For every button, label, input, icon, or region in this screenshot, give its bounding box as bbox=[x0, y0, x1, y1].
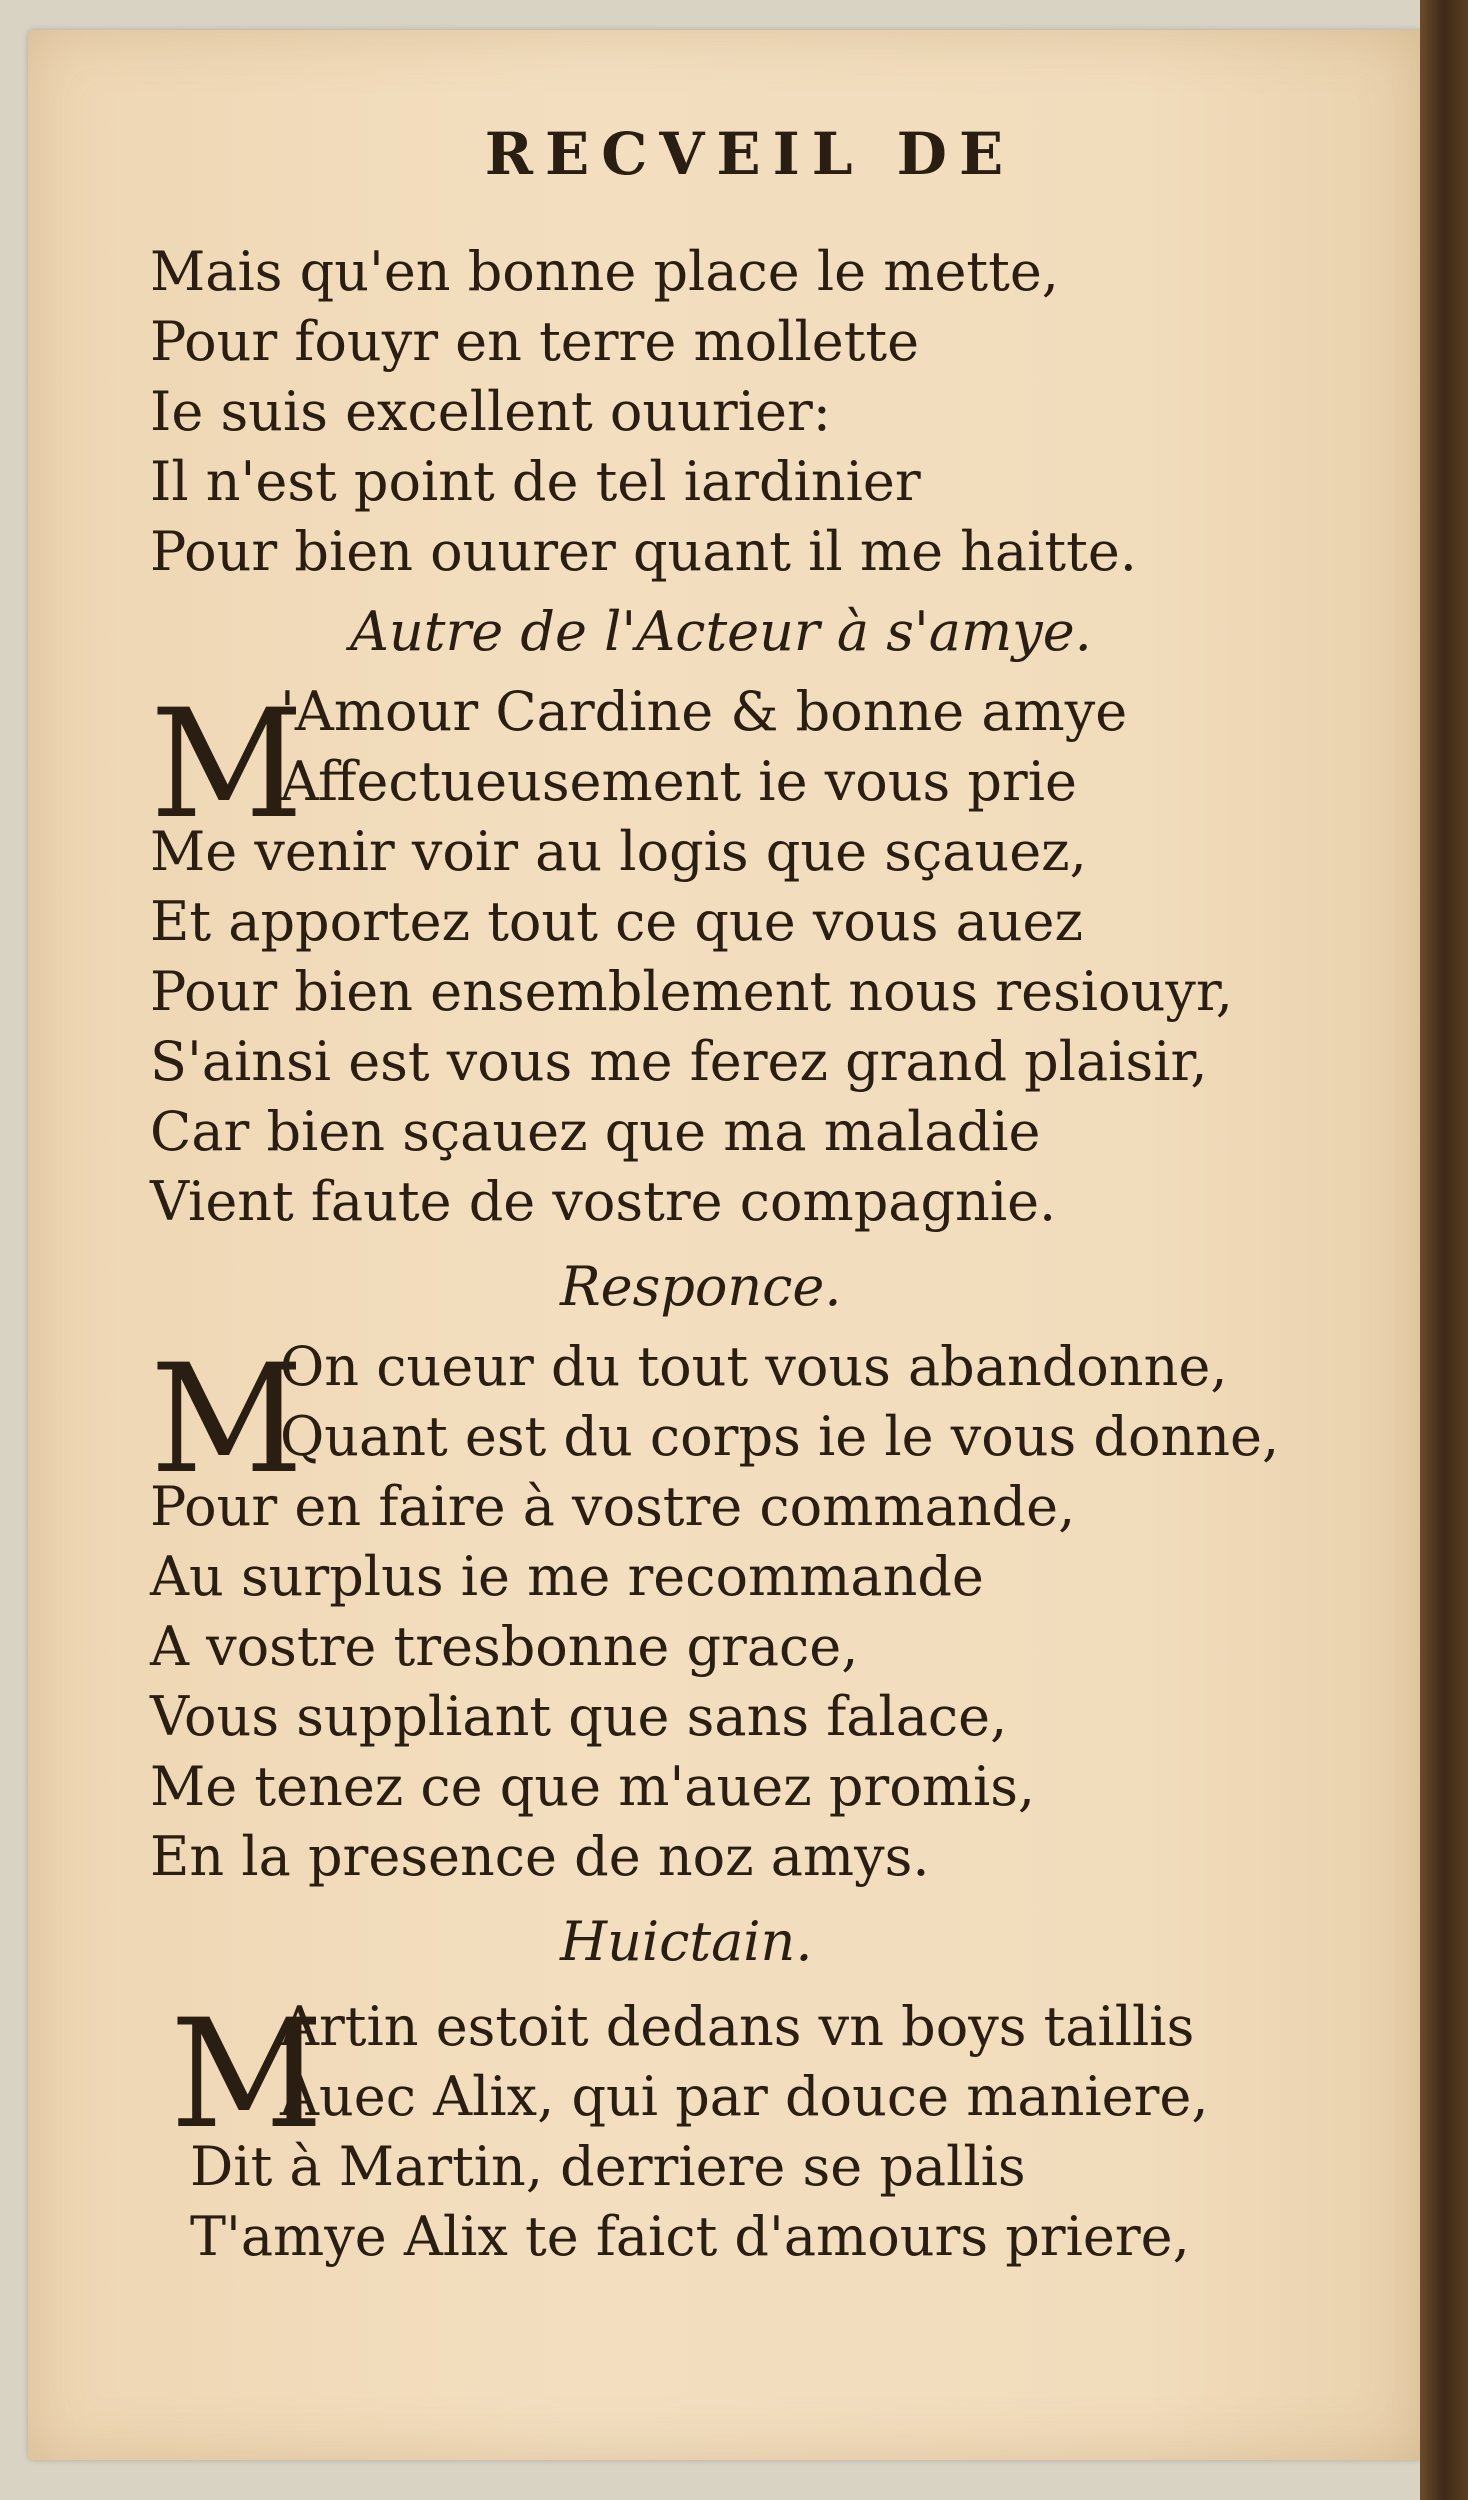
poem-4-line: Dit à Martin, derriere se pallis bbox=[190, 2135, 1026, 2198]
stanza-1-line: Pour fouyr en terre mollette bbox=[150, 310, 920, 373]
poem-2-title: Autre de l'Acteur à s'amye. bbox=[350, 600, 1092, 663]
poem-4-title: Huictain. bbox=[560, 1910, 813, 1973]
book-spine bbox=[1420, 0, 1468, 2500]
running-header: RECVEIL DE bbox=[484, 120, 1016, 188]
poem-3-line: Vous suppliant que sans falace, bbox=[150, 1685, 1008, 1748]
poem-4-line: T'amye Alix te faict d'amours priere, bbox=[190, 2205, 1190, 2268]
bleed-through-text bbox=[1220, 180, 1420, 2080]
stanza-1-line: Pour bien ouurer quant il me haitte. bbox=[150, 520, 1137, 583]
poem-4-line: Auec Alix, qui par douce maniere, bbox=[280, 2065, 1209, 2128]
poem-2-dropcap: M bbox=[150, 678, 304, 852]
poem-3-line: On cueur du tout vous abandonne, bbox=[280, 1335, 1228, 1398]
stanza-1-line: Il n'est point de tel iardinier bbox=[150, 450, 921, 513]
stanza-1-line: Mais qu'en bonne place le mette, bbox=[150, 240, 1059, 303]
poem-2-line: 'Amour Cardine & bonne amye bbox=[280, 680, 1128, 743]
poem-2-line: Vient faute de vostre compagnie. bbox=[150, 1170, 1057, 1233]
poem-2-line: Et apportez tout ce que vous auez bbox=[150, 890, 1083, 953]
poem-3-title: Responce. bbox=[560, 1255, 842, 1318]
poem-4-dropcap: M bbox=[170, 1988, 324, 2162]
poem-2-line: Me venir voir au logis que sçauez, bbox=[150, 820, 1087, 883]
poem-3-line: Quant est du corps ie le vous donne, bbox=[280, 1405, 1280, 1468]
poem-2-line: Car bien sçauez que ma maladie bbox=[150, 1100, 1041, 1163]
poem-3-dropcap: M bbox=[150, 1333, 304, 1507]
poem-2-line: S'ainsi est vous me ferez grand plaisir, bbox=[150, 1030, 1208, 1093]
stanza-1-line: Ie suis excellent ouurier: bbox=[150, 380, 831, 443]
poem-3-line: Pour en faire à vostre commande, bbox=[150, 1475, 1076, 1538]
poem-3-line: En la presence de noz amys. bbox=[150, 1825, 930, 1888]
poem-2-line: Pour bien ensemblement nous resiouyr, bbox=[150, 960, 1233, 1023]
poem-3-line: A vostre tresbonne grace, bbox=[150, 1615, 859, 1678]
poem-3-line: Me tenez ce que m'auez promis, bbox=[150, 1755, 1036, 1818]
poem-4-line: Artin estoit dedans vn boys taillis bbox=[280, 1995, 1195, 2058]
poem-2-line: Affectueusement ie vous prie bbox=[280, 750, 1077, 813]
poem-3-line: Au surplus ie me recommande bbox=[150, 1545, 984, 1608]
